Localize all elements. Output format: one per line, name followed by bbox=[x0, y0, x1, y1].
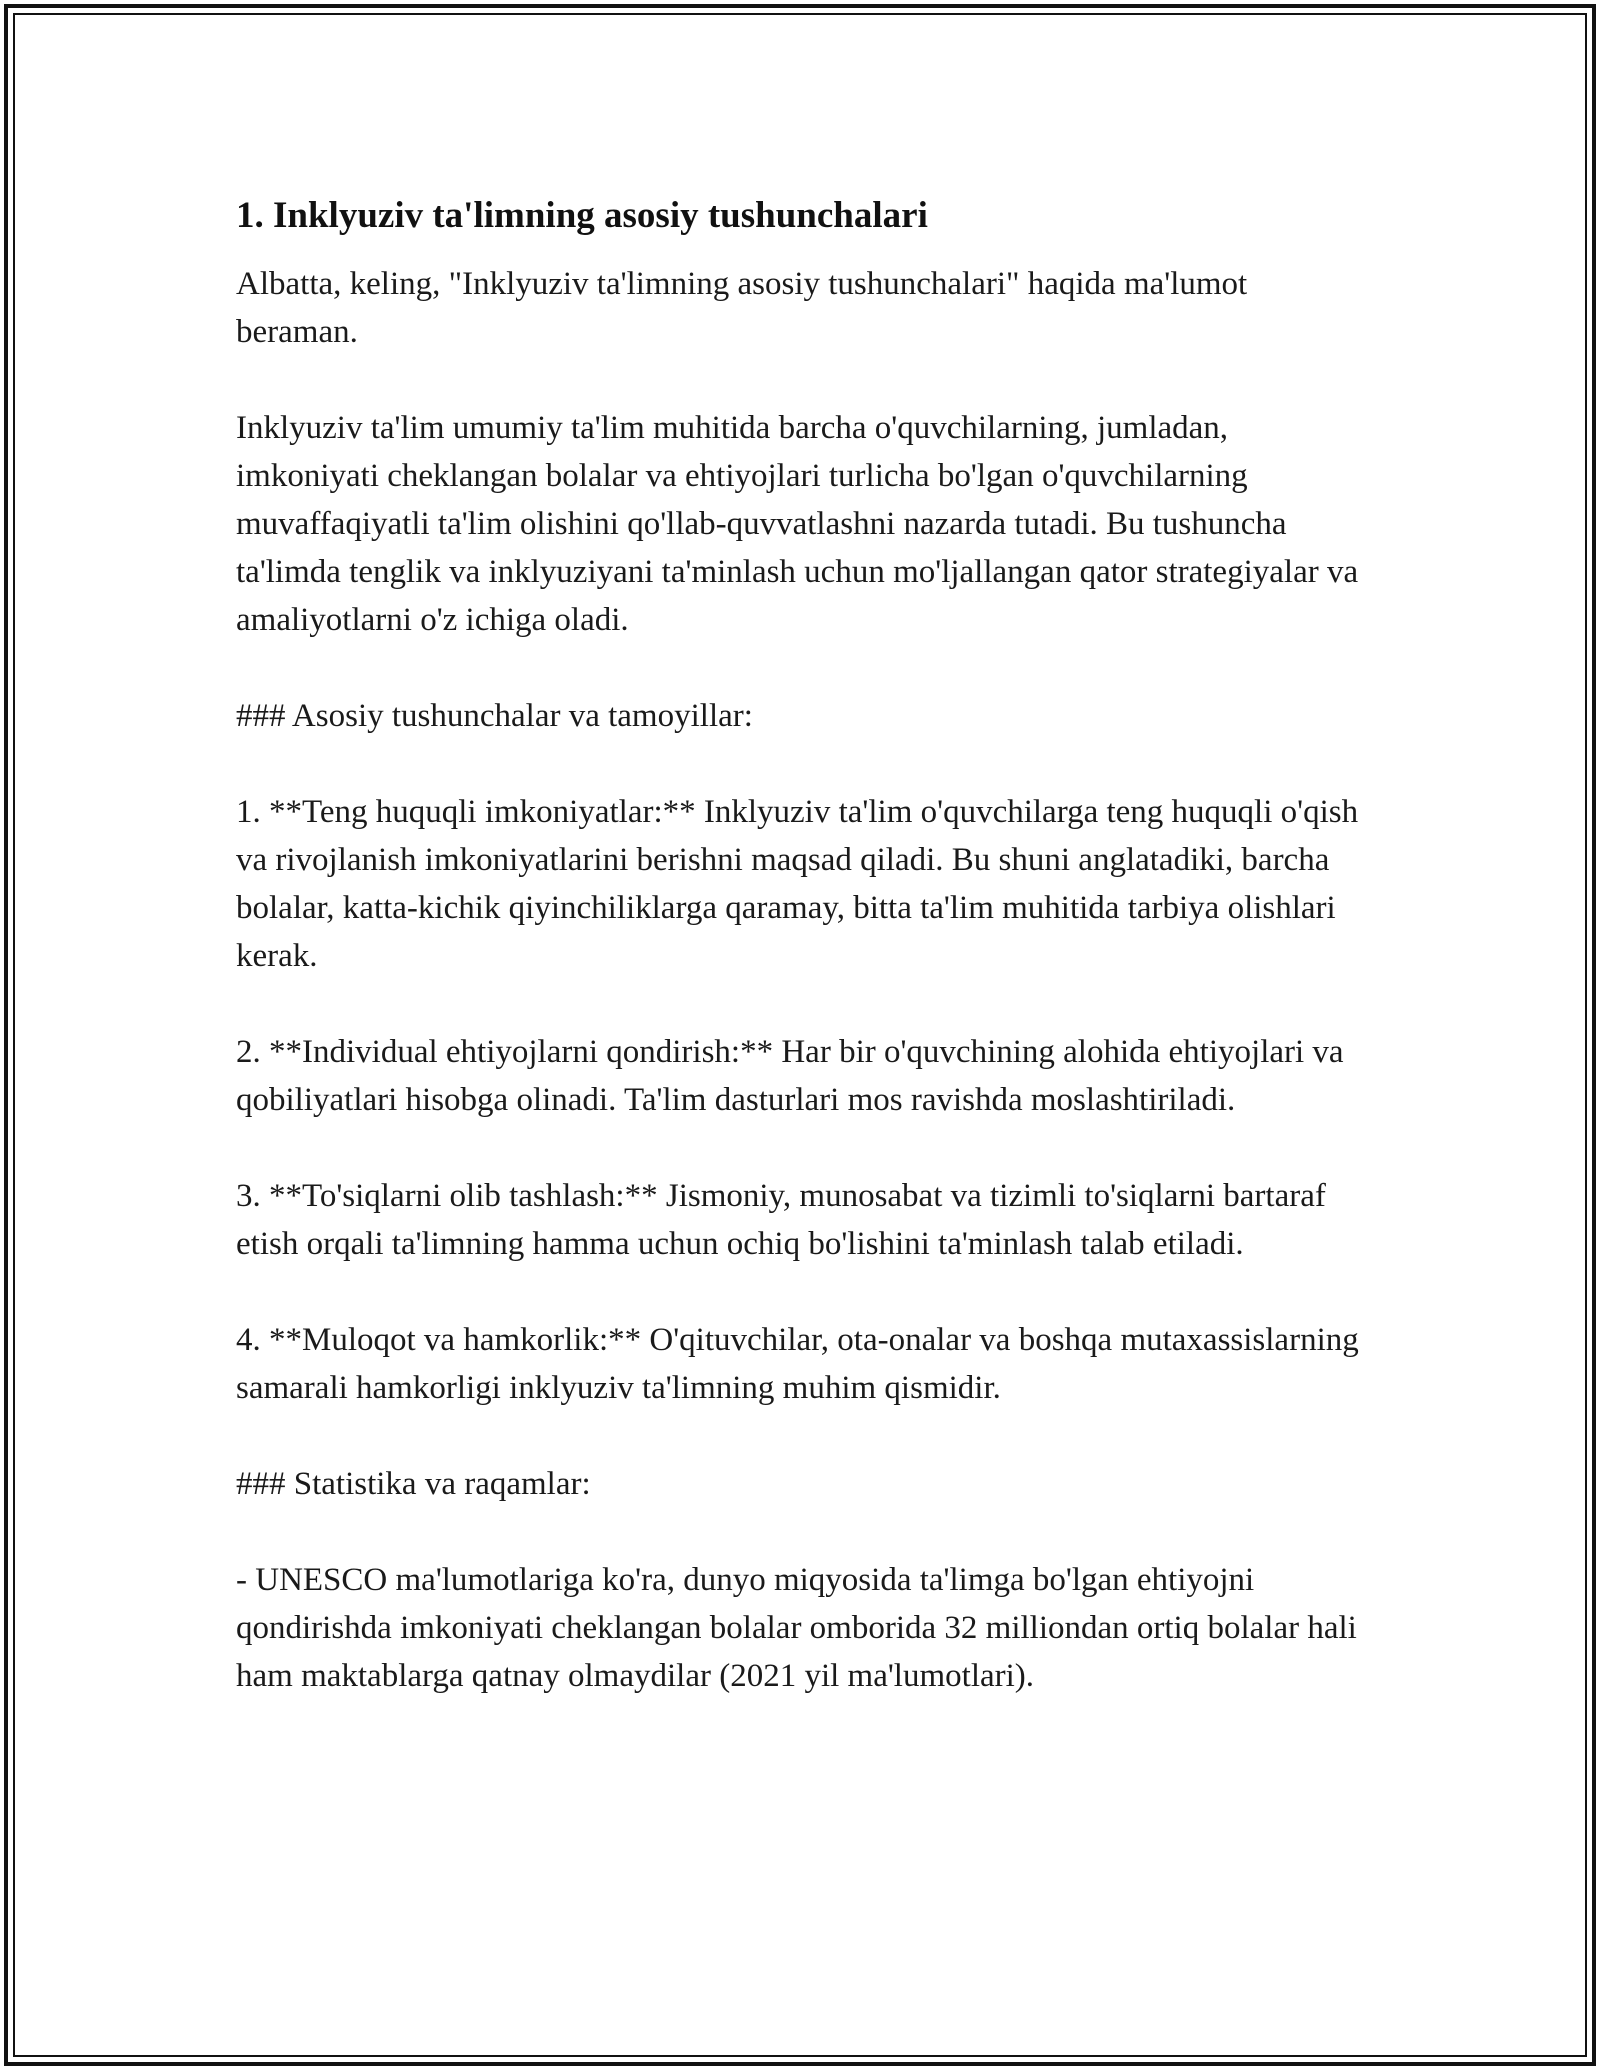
principle-item-3: 3. **To'siqlarni olib tashlash:** Jismoniy, munosabat va tizimli to'siqlarni bartaraf etish orqali ta'limning hamma uchun ochiq bo'lishini ta'minlash talab etiladi. bbox=[236, 1178, 1326, 1262]
section-heading-principles: ### Asosiy tushunchalar va tamoyillar: bbox=[236, 698, 753, 734]
definition-paragraph: Inklyuziv ta'lim umumiy ta'lim muhitida barcha o'quvchilarning, jumladan, imkoniyati cheklangan bolalar va ehtiyojlari turlicha bo'lgan o'quvchilarning muvaffaqiyatli ta'lim olishini qo'llab-quvvatlashni nazarda tutadi. Bu tushuncha ta'limda tenglik va inklyuziyani ta'minlash uchun mo'ljallangan qator strategiyalar va amaliyotlarni o'z ichiga oladi. bbox=[236, 410, 1359, 638]
document-body bbox=[236, 190, 1376, 1748]
document-title: 1. Inklyuziv ta'limning asosiy tushunchalari bbox=[236, 195, 928, 236]
statistics-item-1: - UNESCO ma'lumotlariga ko'ra, dunyo miqyosida ta'limga bo'lgan ehtiyojni qondirishda imkoniyati cheklangan bolalar omborida 32 milliondan ortiq bolalar hali ham maktablarga qatnay olmaydilar (2021 yil ma'lumotlari). bbox=[236, 1562, 1357, 1694]
section-heading-statistics: ### Statistika va raqamlar: bbox=[236, 1466, 591, 1502]
principle-item-2: 2. **Individual ehtiyojlarni qondirish:** Har bir o'quvchining alohida ehtiyojlari va qobiliyatlari hisobga olinadi. Ta'lim dasturlari mos ravishda moslashtiriladi. bbox=[236, 1034, 1344, 1118]
principle-item-1: 1. **Teng huquqli imkoniyatlar:** Inklyuziv ta'lim o'quvchilarga teng huquqli o'qish va rivojlanish imkoniyatlarini berishni maqsad qiladi. Bu shuni anglatadiki, barcha bolalar, katta-kichik qiyinchiliklarga qaramay, bitta ta'lim muhitida tarbiya olishlari kerak. bbox=[236, 794, 1359, 974]
principle-item-4: 4. **Muloqot va hamkorlik:** O'qituvchilar, ota-onalar va boshqa mutaxassislarning samarali hamkorligi inklyuziv ta'limning muhim qismidir. bbox=[236, 1322, 1359, 1406]
intro-paragraph: Albatta, keling, "Inklyuziv ta'limning asosiy tushunchalari" haqida ma'lumot beraman. bbox=[236, 266, 1248, 350]
